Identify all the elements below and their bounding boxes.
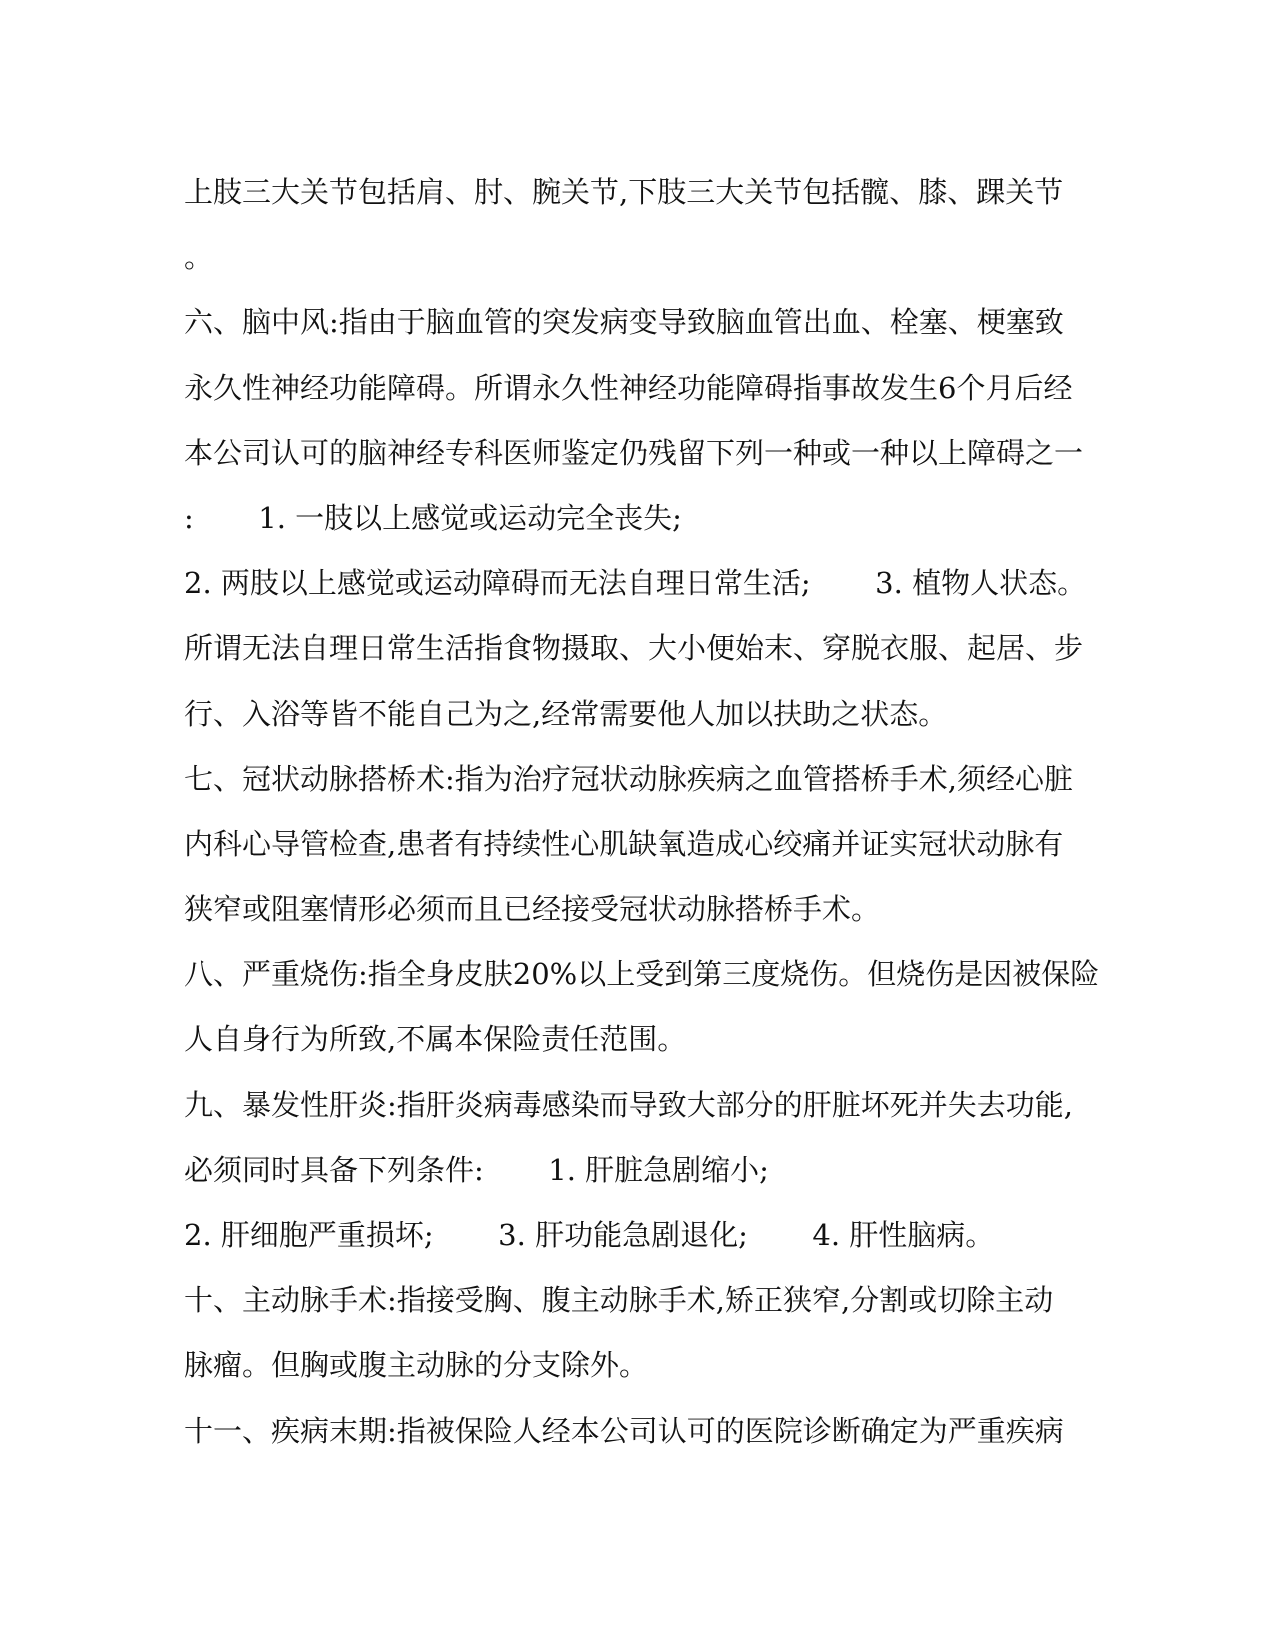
text-line: 上肢三大关节包括肩、肘、腕关节,下肢三大关节包括髋、膝、踝关节 — [184, 175, 1064, 209]
text-line: : 1. 一肢以上感觉或运动完全丧失; — [184, 500, 682, 535]
text-line: 内科心导管检查,患者有持续性心肌缺氧造成心绞痛并证实冠状动脉有 — [184, 826, 1064, 861]
text-line: 2. 两肢以上感觉或运动障碍而无法自理日常生活; 3. 植物人状态。 — [184, 566, 1087, 601]
text-line: 八、严重烧伤:指全身皮肤20%以上受到第三度烧伤。但烧伤是因被保险 — [184, 957, 1100, 992]
text-line: 行、入浴等皆不能自己为之,经常需要他人加以扶助之状态。 — [184, 696, 948, 731]
text-line: 本公司认可的脑神经专科医师鉴定仍残留下列一种或一种以上障碍之一 — [184, 435, 1084, 470]
text-line: 必须同时具备下列条件: 1. 肝脏急剧缩小; — [184, 1152, 769, 1187]
text-line: 九、暴发性肝炎:指肝炎病毒感染而导致大部分的肝脏坏死并失去功能, — [184, 1087, 1073, 1122]
text-line: 七、冠状动脉搭桥术:指为治疗冠状动脉疾病之血管搭桥手术,须经心脏 — [184, 761, 1073, 796]
text-line: 永久性神经功能障碍。所谓永久性神经功能障碍指事故发生6个月后经 — [184, 370, 1073, 405]
text-line: 人自身行为所致,不属本保险责任范围。 — [184, 1022, 687, 1057]
text-line: 十、主动脉手术:指接受胸、腹主动脉手术,矫正狭窄,分割或切除主动 — [184, 1283, 1054, 1318]
text-line: 所谓无法自理日常生活指食物摄取、大小便始末、穿脱衣服、起居、步 — [184, 631, 1084, 666]
text-line: 狭窄或阻塞情形必须而且已经接受冠状动脉搭桥手术。 — [184, 892, 881, 927]
text-line: 脉瘤。但胸或腹主动脉的分支除外。 — [184, 1348, 649, 1383]
document-body — [184, 160, 1100, 1464]
text-line: 。 — [184, 240, 214, 275]
text-line: 六、脑中风:指由于脑血管的突发病变导致脑血管出血、栓塞、梗塞致 — [184, 305, 1064, 340]
text-line: 2. 肝细胞严重损坏; 3. 肝功能急剧退化; 4. 肝性脑病。 — [184, 1218, 995, 1252]
text-line: 十一、疾病末期:指被保险人经本公司认可的医院诊断确定为严重疾病 — [184, 1413, 1064, 1448]
